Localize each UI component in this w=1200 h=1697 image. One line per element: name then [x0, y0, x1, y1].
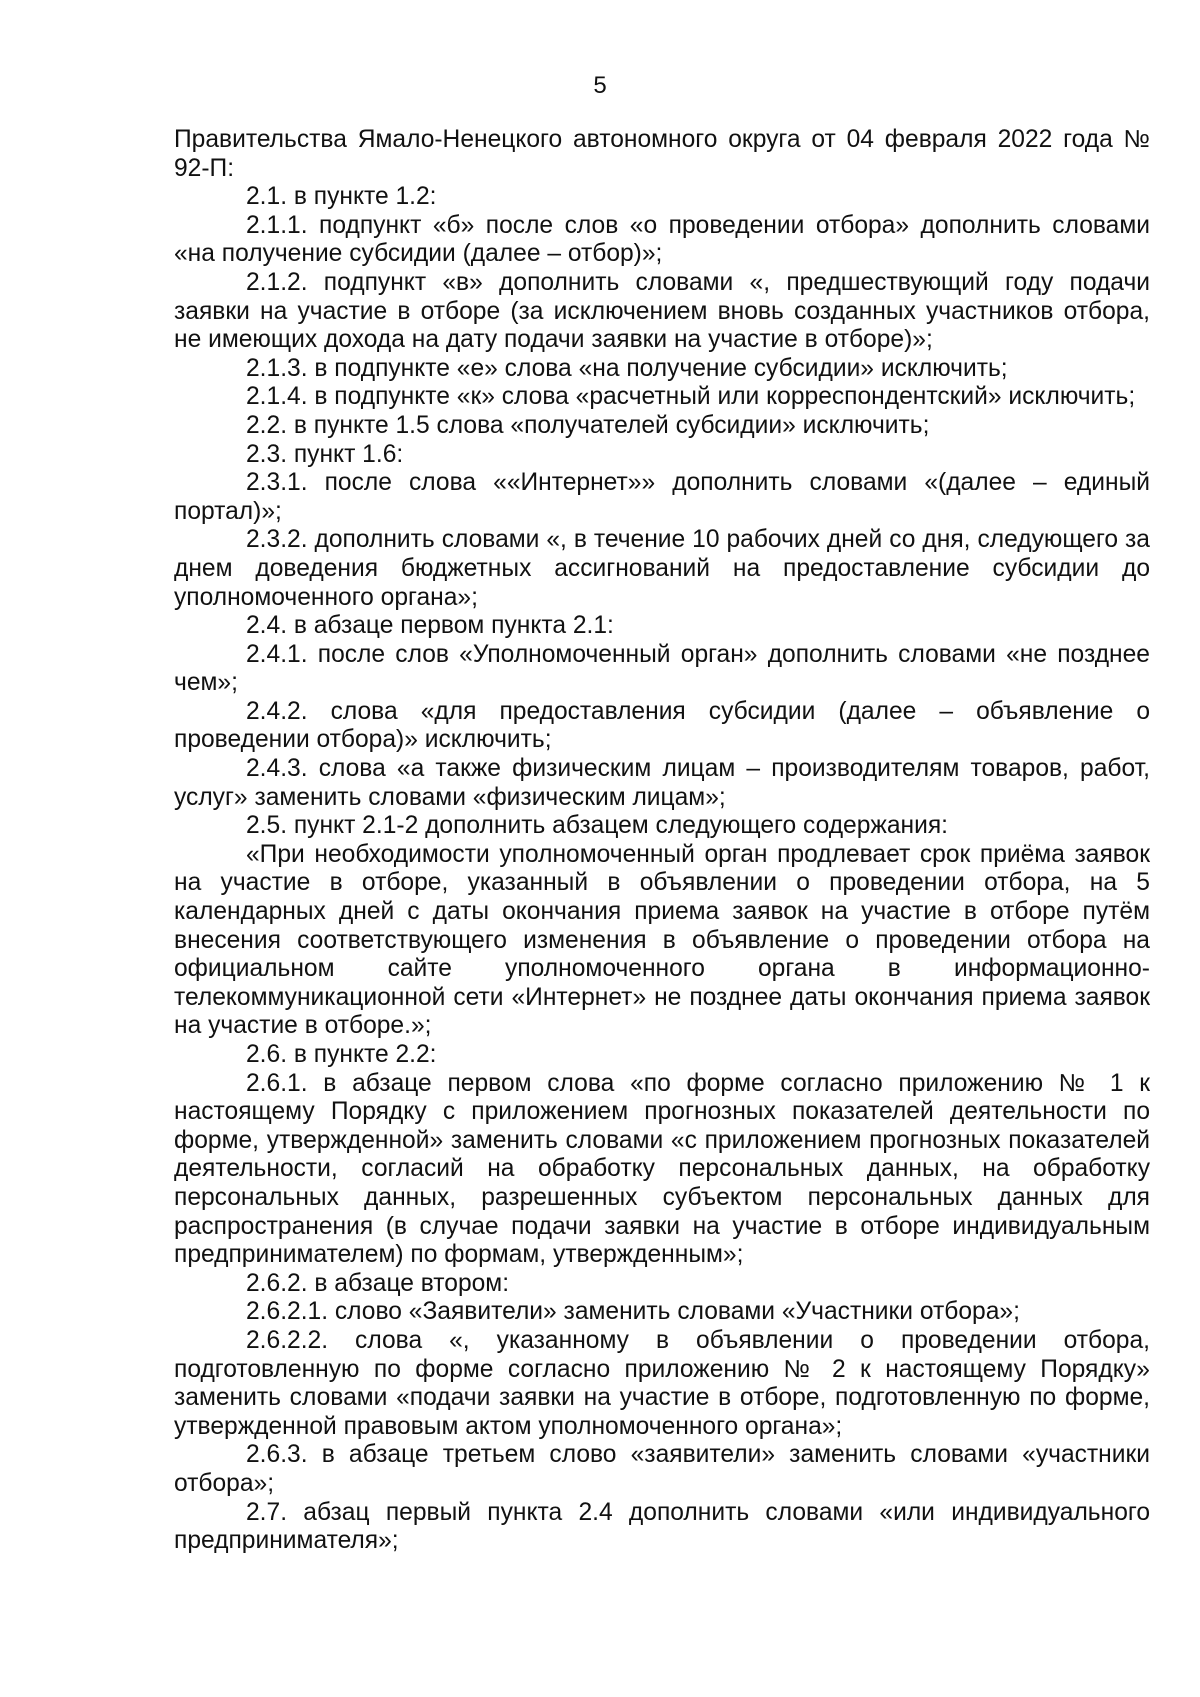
paragraph: 2.6.2. в абзаце втором: [246, 1269, 510, 1297]
paragraph: 2.4.3. слова «а также физическим лицам – производителям товаров, работ, услуг» заменить словами «физическим лицам»; [174, 755, 1150, 811]
paragraph: «При необходимости уполномоченный орган продлевает срок приёма заявок на участие в отборе, указанный в объявлении о проведении отбора, на 5 календарных дней с даты окончания приема заявок на участие в отборе путём внесения соответствующего изменения в объявление о проведении отбора на официальном сайте уполномоченного органа в информационно-телекоммуникационной сети «Интернет» не позднее даты окончания приема заявок на участие в отборе.»; [174, 840, 1150, 1040]
paragraph: 2.2. в пункте 1.5 слова «получателей субсидии» исключить; [246, 411, 930, 439]
paragraph: 2.4. в абзаце первом пункта 2.1: [246, 612, 614, 640]
paragraph: 2.1.1. подпункт «б» после слов «о проведении отбора» дополнить словами «на получение субсидии (далее – отбор)»; [174, 211, 1150, 268]
paragraph: 2.5. пункт 2.1-2 дополнить абзацем следующего содержания: [246, 812, 949, 840]
page-number: 5 [593, 72, 607, 99]
paragraph: 2.1. в пункте 1.2: [246, 183, 437, 211]
paragraph: 2.6.3. в абзаце третьем слово «заявители» заменить словами «участники отбора»; [174, 1441, 1150, 1497]
paragraph: 2.3.1. после слова ««Интернет»» дополнить словами «(далее – единый портал)»; [174, 469, 1150, 525]
paragraph: 2.3. пункт 1.6: [246, 440, 404, 468]
paragraph: 2.7. абзац первый пункта 2.4 дополнить словами «или индивидуального предпринимателя»; [174, 1498, 1150, 1555]
paragraph: 2.4.1. после слов «Уполномоченный орган» дополнить словами «не позднее чем»; [174, 640, 1150, 697]
paragraph: 2.1.2. подпункт «в» дополнить словами «, предшествующий году подачи заявки на участие в отборе (за исключением вновь созданных участников отбора, не имеющих дохода на дату подачи заявки на участие в отборе)»; [174, 268, 1150, 354]
paragraph: 2.4.2. слова «для предоставления субсидии (далее – объявление о проведении отбора)» исключить; [174, 697, 1150, 754]
document-body [174, 126, 1150, 1556]
paragraph: 2.1.4. в подпункте «к» слова «расчетный или корреспондентский» исключить; [246, 383, 1136, 411]
paragraph: 2.1.3. в подпункте «е» слова «на получение субсидии» исключить; [246, 354, 1008, 382]
paragraph: 2.6.2.1. слово «Заявители» заменить словами «Участники отбора»; [246, 1298, 1020, 1326]
paragraph: 2.3.2. дополнить словами «, в течение 10 рабочих дней со дня, следующего за днем доведения бюджетных ассигнований на предоставление субсидии до уполномоченного органа»; [174, 526, 1150, 611]
paragraph: 2.6. в пункте 2.2: [246, 1041, 437, 1068]
paragraph: 2.6.1. в абзаце первом слова «по форме согласно приложению № 1 к настоящему Порядку с приложением прогнозных показателей деятельности по форме, утвержденной» заменить словами «с приложением прогнозных показателей деятельности, согласий на обработку персональных данных, на обработку персональных данных, разрешенных субъектом персональных данных для распространения (в случае подачи заявки на участие в отборе индивидуальным предпринимателем) по формам, утвержденным»; [174, 1069, 1150, 1269]
paragraph: Правительства Ямало-Ненецкого автономного округа от 04 февраля 2022 года № 92-П: [174, 126, 1150, 182]
paragraph: 2.6.2.2. слова «, указанному в объявлении о проведении отбора, подготовленную по форме согласно приложению № 2 к настоящему Порядку» заменить словами «подачи заявки на участие в отборе, подготовленную по форме, утвержденной правовым актом уполномоченного органа»; [174, 1326, 1150, 1440]
